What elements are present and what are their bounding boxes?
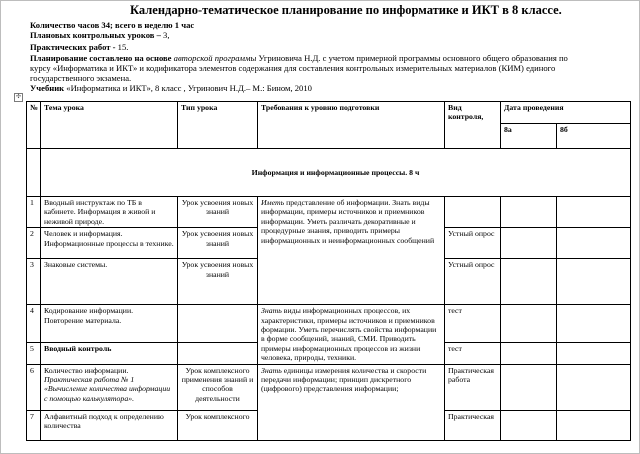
requirements-block-2: Знать виды информационных процессов, их характеристики, примеры источников и приемников формации. Уметь перечислять свойства информации в форме сообщений, знаний, СМИ. Приводить примеры информационных процессов из жизни человека, природы, техники.: [258, 305, 445, 364]
row-type: Урок комплексного применения знаний и способов деятельности: [178, 364, 258, 410]
row-topic: Кодирование информации. Повторение материала.: [41, 305, 178, 343]
row-control: Практическая работа: [445, 364, 501, 410]
meta-control: Плановых контрольных уроков – 3,: [30, 30, 170, 40]
meta-basis: Планирование составлено на основе авторской программы Угриновича Н.Д. с учетом примерной программы основного общего образования по: [30, 53, 568, 63]
planning-table: [26, 101, 631, 441]
table-row: [27, 305, 631, 343]
row-type: [178, 343, 258, 365]
row-type: Урок усвоения новых знаний: [178, 197, 258, 228]
requirements-block-1: Иметь представление об информации. Знать виды информации, примеры источников и приемников информации. Уметь различать декоративные и процедурные знания, приводить примеры информационных и неинформационных сообщений: [258, 197, 445, 305]
header-date: Дата проведения: [501, 102, 631, 124]
meta-hours: Количество часов 34; всего в неделю 1 час: [30, 20, 195, 30]
row-topic: Вводный инструктаж по ТБ в кабинете. Информация в живой и неживой природе.: [41, 197, 178, 228]
row-num: 4: [27, 305, 41, 343]
header-date-8a: 8а: [501, 124, 557, 149]
meta-textbook: Учебник «Информатика и ИКТ», 8 класс , Угринович Н.Д.– М.: Бином, 2010: [30, 83, 312, 93]
header-type: Тип урока: [178, 102, 258, 149]
row-num: 3: [27, 259, 41, 305]
meta-basis-line2: курсу «Информатика и ИКТ» и кодификатора элементов содержания для составления контрольных измерительных материалов (КИМ) единого: [30, 63, 556, 73]
header-num: №: [27, 102, 41, 149]
table-move-handle-icon[interactable]: ✣: [15, 94, 22, 100]
header-control: Вид контроля,: [445, 102, 501, 149]
row-control: Практическая: [445, 410, 501, 440]
row-type: Урок комплексного: [178, 410, 258, 440]
row-num: 1: [27, 197, 41, 228]
meta-basis-line3: государственного экзамена.: [30, 73, 132, 83]
section-heading: Информация и информационные процессы. 8 ч: [41, 149, 631, 197]
header-date-8b: 8б: [557, 124, 631, 149]
header-topic: Тема урока: [41, 102, 178, 149]
row-topic: Человек и информация. Информационные процессы в технике.: [41, 228, 178, 259]
row-control: Устный опрос: [445, 259, 501, 305]
requirements-block-3: Знать единицы измерения количества и скорости передачи информации; принцип дискретного (цифрового) представления информации;: [258, 364, 445, 440]
row-control: [445, 197, 501, 228]
table-row: [27, 197, 631, 228]
row-type: Урок усвоения новых знаний: [178, 259, 258, 305]
table-row: [27, 364, 631, 410]
row-topic: Вводный контроль: [41, 343, 178, 365]
row-type: Урок усвоения новых знаний: [178, 228, 258, 259]
row-num: 7: [27, 410, 41, 440]
row-topic: Знаковые системы.: [41, 259, 178, 305]
row-num: 5: [27, 343, 41, 365]
row-topic: Алфавитный подход к определению количества: [41, 410, 178, 440]
document-title: Календарно-тематическое планирование по информатике и ИКТ в 8 классе.: [130, 3, 562, 17]
row-control: тест: [445, 305, 501, 343]
row-control: тест: [445, 343, 501, 365]
row-control: Устный опрос: [445, 228, 501, 259]
row-type: [178, 305, 258, 343]
row-num: 2: [27, 228, 41, 259]
header-requirements: Требования к уровню подготовки: [258, 102, 445, 149]
meta-practical: Практических работ - 15.: [30, 42, 129, 52]
row-num: 6: [27, 364, 41, 410]
row-topic: Количество информации. Практическая работа № 1 «Вычисление количества информации с помощью калькулятора».: [41, 364, 178, 410]
